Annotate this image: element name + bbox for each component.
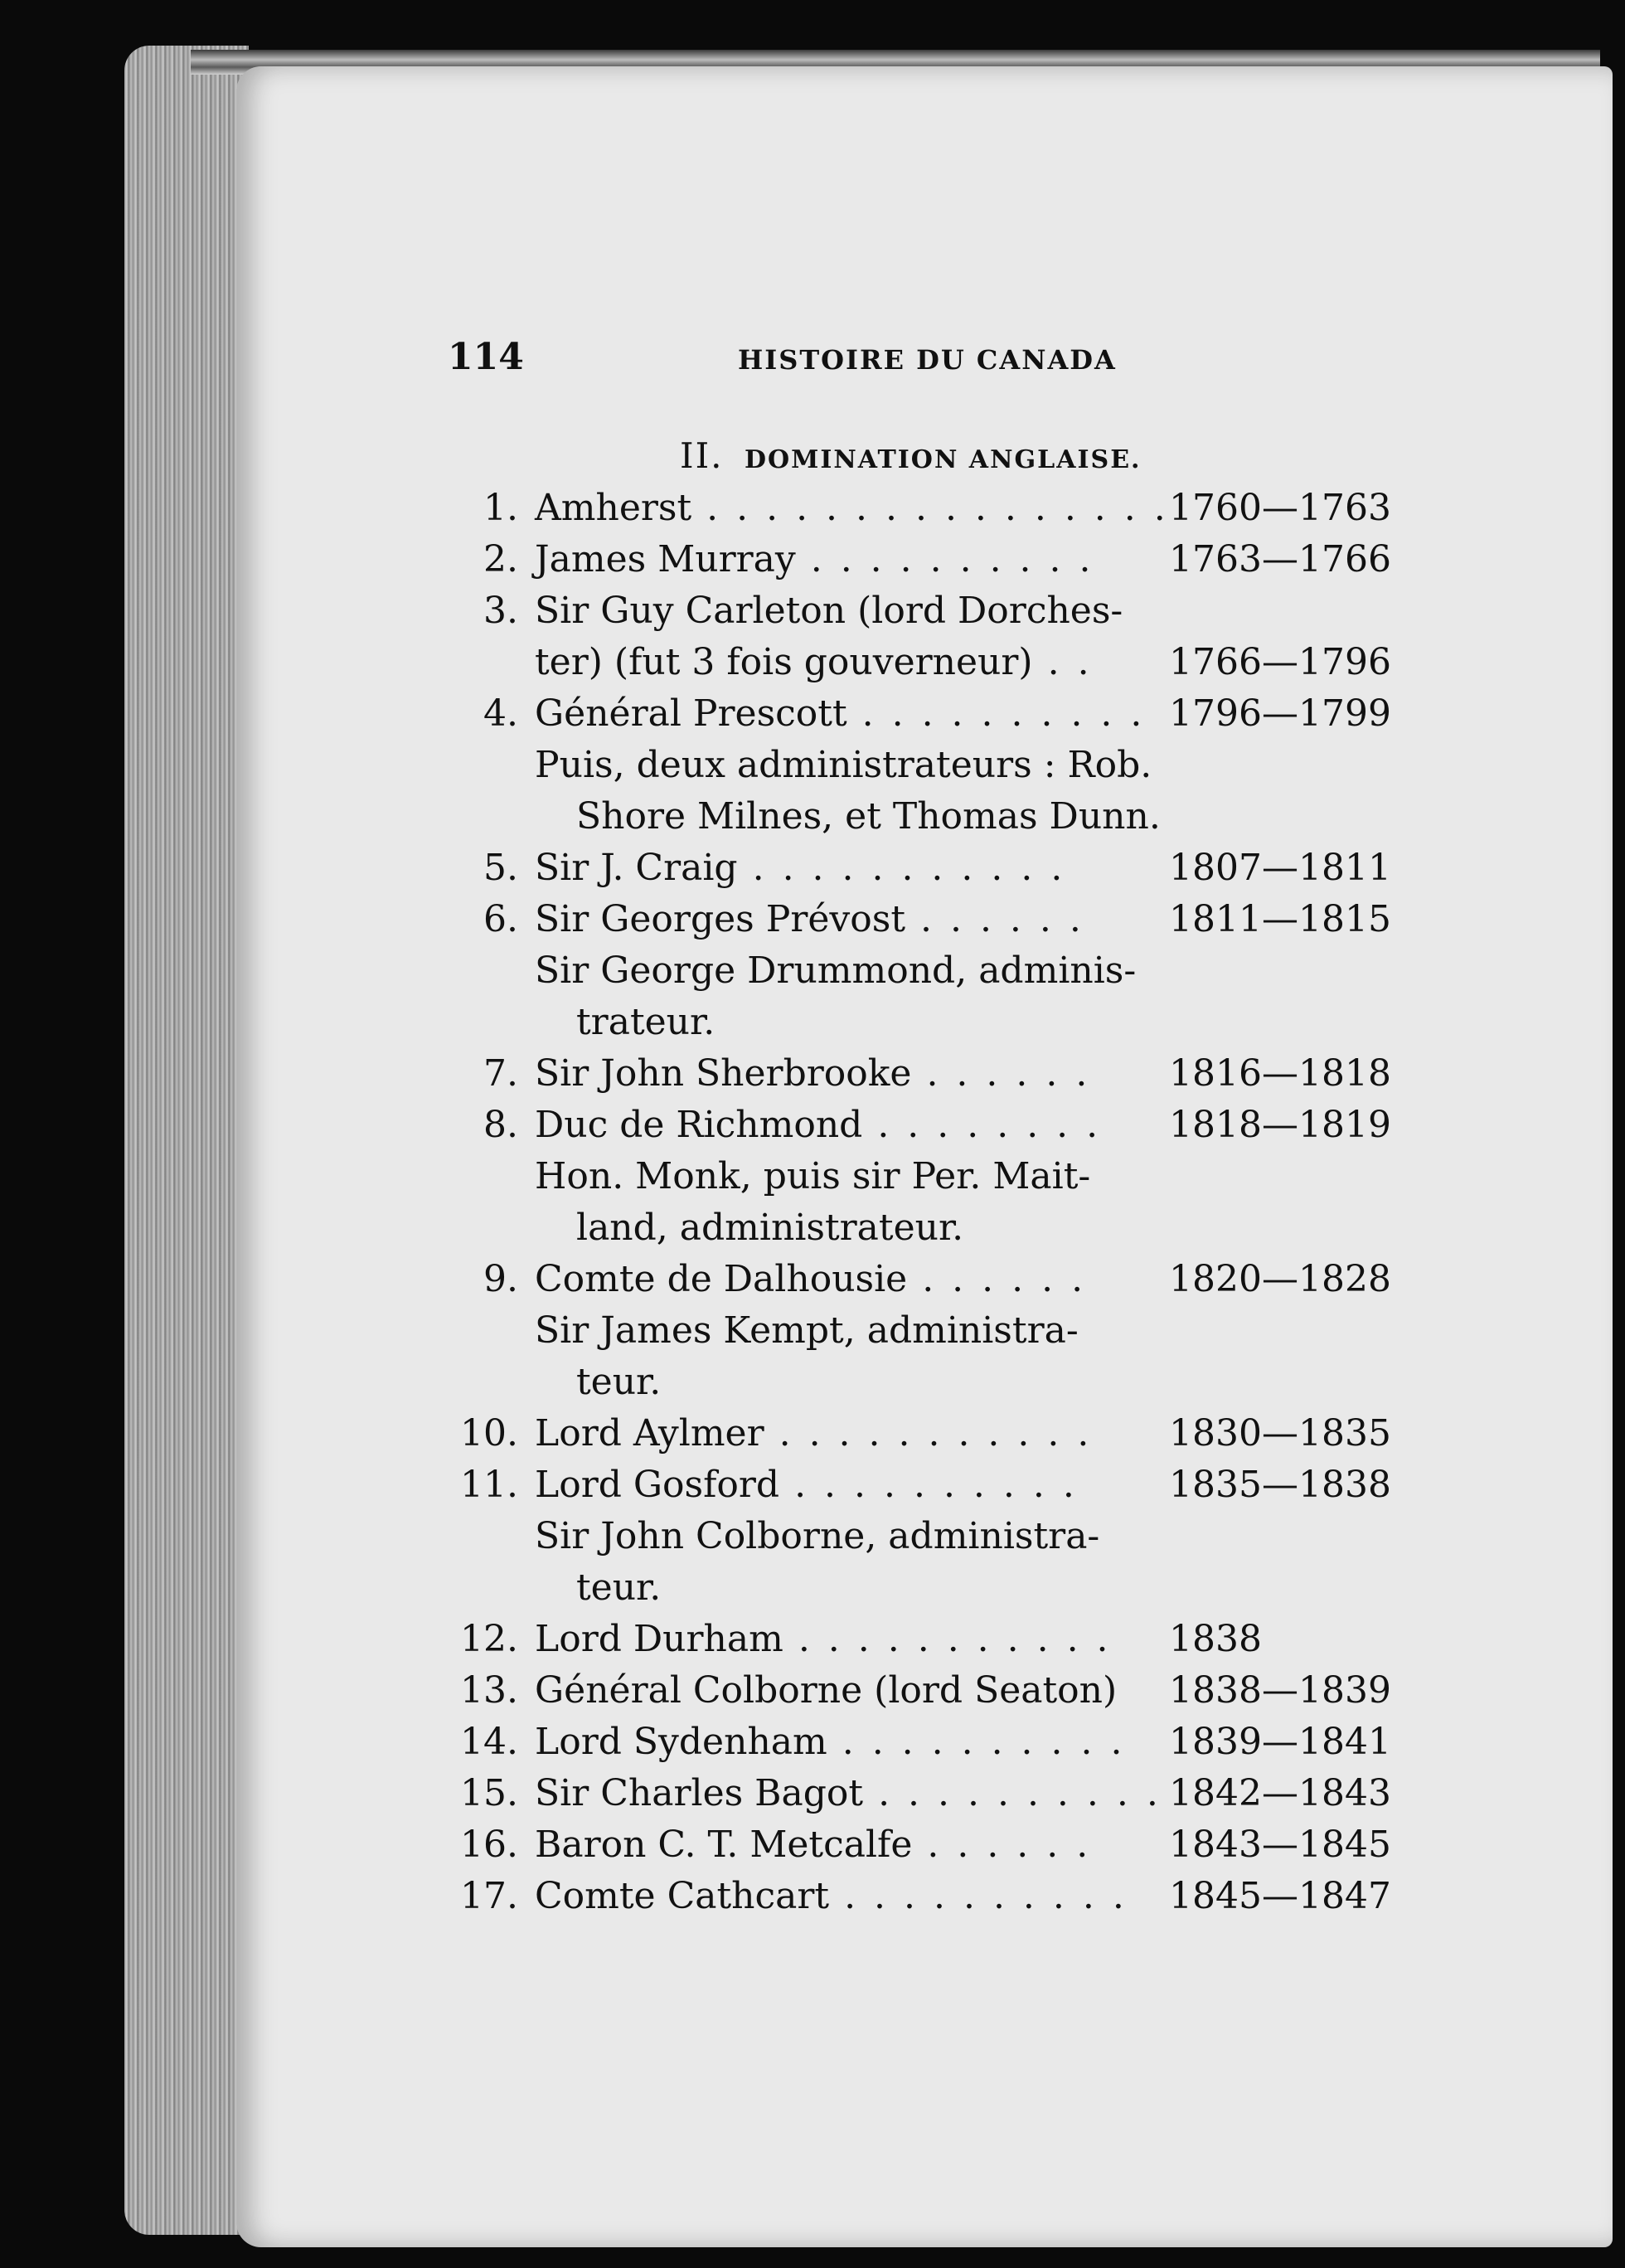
leader-dots: . . . . . . [911,1052,1091,1095]
entry-dates: 1835—1838 [1169,1464,1391,1506]
governor-entry [439,1819,1393,1871]
entry-name [535,637,1093,688]
entry-dates: 1763—1766 [1169,538,1391,580]
entry-name [535,1819,1091,1871]
entry-name-text: Général Colborne (lord Seaton) [535,1669,1118,1712]
entry-name-text: Sir Guy Carleton (lord Dorches- [535,590,1123,632]
entry-dates: 1838—1839 [1169,1669,1391,1712]
governor-entry [439,1254,1393,1305]
section-title [680,435,1142,476]
entry-name-text: Sir James Kempt, administra- [535,1309,1079,1352]
entry-name-text: Lord Gosford [535,1464,780,1506]
entry-number: 1. [483,487,518,529]
entry-name-text: Shore Milnes, et Thomas Dunn. [576,795,1161,838]
entry-dates: 1839—1841 [1169,1721,1391,1763]
entry-number: 5. [483,847,518,889]
entry-number: 10. [460,1412,518,1455]
entry-name [535,1254,1086,1305]
governor-entry [439,894,1393,945]
entry-dates: 1843—1845 [1169,1824,1391,1866]
governor-entry [439,688,1393,740]
entry-dates: 1766—1796 [1169,641,1391,683]
leader-dots: . . . . . . [907,1258,1087,1300]
leader-dots: . . . . . . . . . . . . . . . . [691,487,1169,529]
leader-dots: . . . . . . . . . . . [783,1618,1112,1660]
leader-dots: . . . . . . . . . . . [764,1412,1093,1455]
governor-note [439,791,1393,843]
entry-name [535,688,1145,740]
entry-name-text: Comte de Dalhousie [535,1258,908,1300]
governor-entry [439,1665,1393,1717]
governor-entry [439,1768,1393,1819]
entry-name-text: Duc de Richmond [535,1104,863,1146]
entry-name-text: Baron C. T. Metcalfe [535,1824,913,1866]
entry-name [535,1459,1078,1511]
governor-note [439,1151,1393,1202]
leader-dots: . . . . . . . . . . [863,1772,1162,1814]
entry-name [535,1614,1112,1665]
entry-name [535,843,1065,894]
leader-dots: . . . . . . . . [862,1104,1102,1146]
entry-name [535,534,1094,585]
governor-entry [439,843,1393,894]
entry-number: 7. [483,1052,518,1095]
entry-number: 11. [460,1464,518,1506]
entry-name-text: Sir J. Craig [535,847,738,889]
entry-name-text: Hon. Monk, puis sir Per. Mait- [535,1155,1091,1197]
entry-dates: 1820—1828 [1169,1258,1391,1300]
page-header [448,336,1136,394]
entry-dates: 1816—1818 [1169,1052,1391,1095]
leader-dots: . . [1032,641,1093,683]
leader-dots: . . . . . . [912,1824,1092,1866]
entry-name [535,1871,1128,1922]
governor-entry [439,1100,1393,1151]
governor-note [439,740,1393,791]
entry-number: 12. [460,1618,518,1660]
entry-number: 17. [460,1875,518,1917]
entry-name [535,1665,1117,1717]
entry-number: 2. [483,538,518,580]
entry-name [535,894,1084,945]
governor-note [439,1511,1393,1562]
entry-number: 3. [483,590,518,632]
book-page-edges [124,46,249,2235]
entry-number: 6. [483,898,518,940]
running-title: HISTOIRE DU CANADA [738,344,1117,376]
leader-dots: . . . . . . . . . . [795,538,1094,580]
entry-name-text: Puis, deux administrateurs : Rob. [535,744,1152,786]
entry-name-text: teur. [576,1566,662,1609]
entry-dates: 1760—1763 [1169,487,1391,529]
governor-list [439,483,1393,1922]
entry-number: 16. [460,1824,518,1866]
leader-dots: . . . . . . . . . . [779,1464,1078,1506]
section-number: II. [680,435,724,476]
leader-dots: . . . . . . [905,898,1084,940]
entry-number: 15. [460,1772,518,1814]
entry-number: 9. [483,1258,518,1300]
governor-entry [439,1048,1393,1100]
governor-entry [439,1459,1393,1511]
entry-name [535,1768,1162,1819]
entry-name-text: ter) (fut 3 fois gouverneur) [535,641,1033,683]
entry-dates: 1807—1811 [1169,847,1391,889]
governor-note [439,945,1393,997]
entry-name [535,740,1152,791]
page-number: 114 [448,336,524,378]
entry-name-text: Sir Charles Bagot [535,1772,864,1814]
entry-dates: 1845—1847 [1169,1875,1391,1917]
entry-name [535,483,1169,534]
entry-name-text: trateur. [576,1001,715,1043]
entry-name-text: James Murray [535,538,796,580]
governor-entry [439,483,1393,534]
entry-name-text: Lord Sydenham [535,1721,827,1763]
governor-note [439,1562,1393,1614]
entry-name-text: Lord Durham [535,1618,783,1660]
entry-name-text: Comte Cathcart [535,1875,830,1917]
entry-name [535,945,1136,997]
entry-name [576,1562,661,1614]
leader-dots: . . . . . . . . . . [827,1721,1126,1763]
governor-entry [439,534,1393,585]
entry-name [576,1357,661,1408]
entry-name [535,1717,1125,1768]
leader-dots: . . . . . . . . . . . [737,847,1066,889]
entry-name-text: Lord Aylmer [535,1412,764,1455]
entry-name [576,997,715,1048]
entry-name-text: Sir Georges Prévost [535,898,906,940]
entry-name-text: land, administrateur. [576,1207,964,1249]
entry-dates: 1830—1835 [1169,1412,1391,1455]
entry-number: 13. [460,1669,518,1712]
entry-dates: 1838 [1169,1618,1262,1660]
entry-dates: 1811—1815 [1169,898,1391,940]
governor-entry [439,585,1393,637]
entry-name-text: Général Prescott [535,692,847,735]
leader-dots: . . . . . . . . . . [846,692,1146,735]
governor-entry [439,1408,1393,1459]
entry-name [535,1408,1092,1459]
entry-name [535,1305,1079,1357]
governor-note [439,637,1393,688]
entry-dates: 1796—1799 [1169,692,1391,735]
entry-name [576,1202,963,1254]
governor-note [439,997,1393,1048]
entry-name-text: Sir John Colborne, administra- [535,1515,1100,1557]
leader-dots: . . . . . . . . . . [829,1875,1128,1917]
entry-dates: 1818—1819 [1169,1104,1391,1146]
governor-note [439,1305,1393,1357]
governor-note [439,1202,1393,1254]
governor-entry [439,1717,1393,1768]
entry-name-text: Sir John Sherbrooke [535,1052,912,1095]
section-heading: DOMINATION ANGLAISE. [745,445,1142,474]
entry-name [535,1100,1101,1151]
entry-name [576,791,1161,843]
entry-name [535,585,1123,637]
entry-name [535,1151,1090,1202]
entry-number: 8. [483,1104,518,1146]
entry-number: 14. [460,1721,518,1763]
entry-name [535,1048,1090,1100]
entry-name-text: Amherst [535,487,692,529]
entry-name [535,1511,1099,1562]
governor-entry [439,1614,1393,1665]
entry-number: 4. [483,692,518,735]
entry-name-text: teur. [576,1361,662,1403]
governor-note [439,1357,1393,1408]
entry-name-text: Sir George Drummond, adminis- [535,949,1137,992]
entry-dates: 1842—1843 [1169,1772,1391,1814]
governor-entry [439,1871,1393,1922]
